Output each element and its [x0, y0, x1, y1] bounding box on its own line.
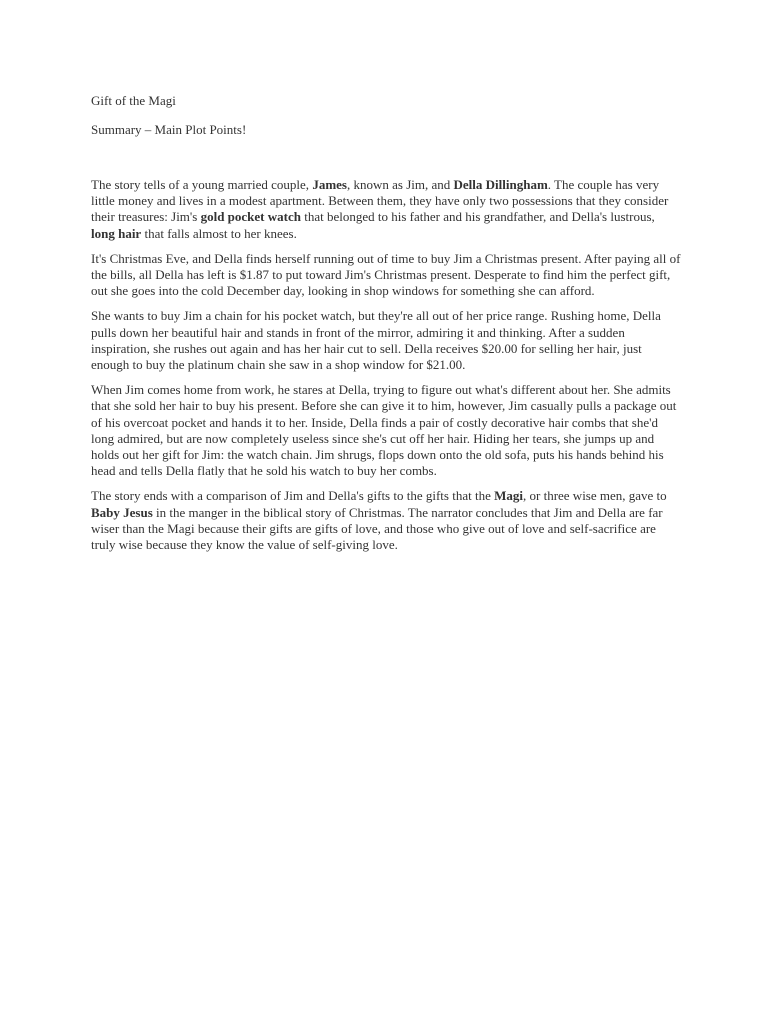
document-title: Gift of the Magi [91, 93, 176, 108]
paragraph [91, 488, 681, 553]
bold-text: long hair [91, 225, 142, 241]
text-run: . The couple has very little money and lives in a modest apartment. Between them, they have only two possessions that they consider their treasures: Jim's [91, 177, 669, 225]
bold-text: Baby Jesus [91, 504, 153, 520]
paragraph [91, 382, 681, 479]
text-run: The story ends with a comparison of Jim and Della's gifts to the gifts that the [91, 488, 495, 504]
text-run: that falls almost to her knees. [141, 225, 297, 241]
document-subtitle: Summary – Main Plot Points! [91, 122, 247, 137]
paragraph [91, 177, 681, 242]
text-run: When Jim comes home from work, he stares at Della, trying to figure out what's different about her. She admits that she sold her hair to buy his present. Before she can give it to him, however, Jim casually pulls a package out of his overcoat pocket and hands it to her. Inside, Della finds a pair of costly decorative hair combs that she'd long admired, but are now completely useless since she's cut off her hair. Hiding her tears, she jumps up and holds out her gift for Jim: the watch chain. Jim shrugs, flops down onto the old sofa, puts his hands behind his head and tells Della flatly that he sold his watch to buy her combs. [91, 382, 677, 479]
bold-text: James [312, 177, 347, 192]
paragraph [91, 251, 681, 300]
text-run: that belonged to his father and his grandfather, and Della's lustrous, [300, 209, 655, 225]
bold-text: gold pocket watch [200, 209, 301, 225]
document-body [91, 177, 681, 562]
text-run: It's Christmas Eve, and Della finds herself running out of time to buy Jim a Christmas present. After paying all of the bills, all Della has left is $1.87 to put toward Jim's Christmas present. Desperate to find him the perfect gift, out she goes into the cold December day, looking in shop windows for something she can afford. [91, 250, 681, 299]
text-run: , or three wise men, gave to [523, 488, 667, 504]
text-run: in the manger in the biblical story of Christmas. The narrator concludes that Jim and Della are far wiser than the Magi because their gifts are gifts of love, and those who give out of love and self-sacrifice are truly wise because they know the value of self-giving love. [91, 504, 663, 553]
text-run: She wants to buy Jim a chain for his pocket watch, but they're all out of her price range. Rushing home, Della pulls down her beautiful hair and stands in front of the mirror, admiring it and thinking. After a sudden inspiration, she rushes out again and has her hair cut to sell. Della receives $20.00 for selling her hair, just enough to buy the platinum chain she saw in a shop window for $21.00. [91, 308, 661, 373]
bold-text: Magi [494, 488, 523, 504]
text-run: , known as Jim, and [346, 177, 454, 192]
bold-text: Della Dillingham [453, 177, 548, 192]
paragraph [91, 308, 681, 373]
text-run: The story tells of a young married couple, [91, 177, 313, 192]
